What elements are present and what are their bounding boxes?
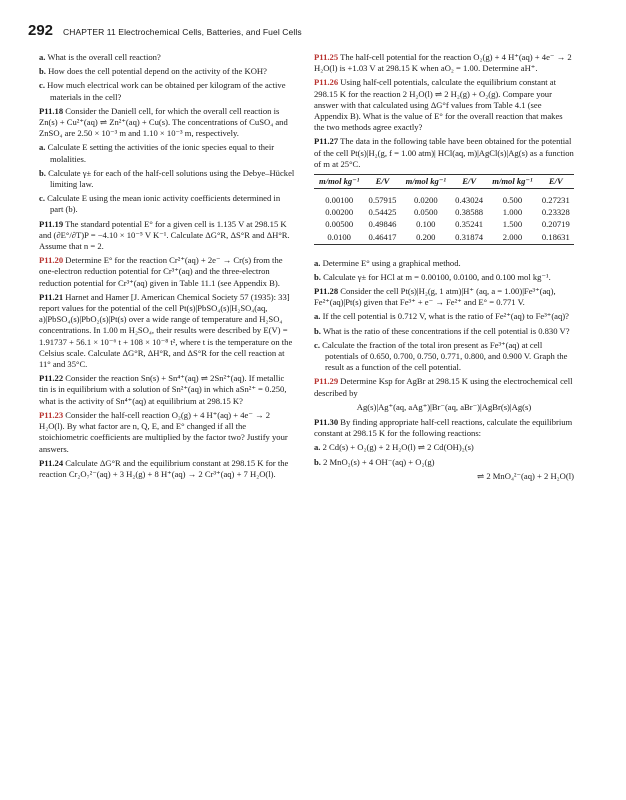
- problem-p11-28: P11.28 Consider the cell Pt(s)|H₂(g, 1 atm)|H⁺ (aq, a = 1.00)|Fe³⁺(aq), Fe²⁺(aq)|Pt(s) given that Fe³⁺ + e⁻ → Fe²⁺ and E° = 0.771 V.: [314, 286, 556, 308]
- list-item: c. How much electrical work can be obtained per kilogram of the active materials in the cell?: [39, 80, 286, 102]
- page-header: [28, 22, 598, 42]
- column-header: E/V: [462, 176, 477, 187]
- table-cell: 0.500: [502, 194, 523, 205]
- problem-p11-29: P11.29 Determine Ksp for AgBr at 298.15 K using the electrochemical cell described by: [314, 376, 573, 398]
- list-item: a. Determine E° using a graphical method.: [314, 257, 461, 268]
- problem-p11-18: P11.18 Consider the Daniell cell, for which the overall cell reaction is Zn(s) + Cu²⁺(aq) ⇌ Zn²⁺(aq) + Cu(s). The concentrations of CuSO₄ and ZnSO₄ are 2.50 × 10⁻³ m and 1.10 × 10⁻³ m, respectively.: [39, 105, 288, 139]
- list-item: b. What is the ratio of these concentrations if the cell potential is 0.830 V?: [314, 325, 570, 336]
- table-cell: 0.0500: [413, 207, 438, 218]
- problem-p11-22: P11.22 Consider the reaction Sn(s) + Sn⁴⁺(aq) ⇌ 2Sn²⁺(aq). If metallic tin is in equilibrium with a solution of Sn²⁺(aq) in which aSn²⁺ = 0.250, what is the activity of Sn⁴⁺(aq) at equilibrium at 298.15 K?: [39, 373, 287, 406]
- problem-p11-20: P11.20 Determine E° for the reaction Cr²⁺(aq) + 2e⁻ → Cr(s) from the one-electron reduction potential for Cr³⁺(aq) and the three-electron reduction potential for Cr³⁺(aq) given in Table 11.1 (see Appendix B).: [39, 255, 283, 288]
- problem-p11-23: P11.23 Consider the half-cell reaction O₂(g) + 4 H⁺(aq) + 4e⁻ → 2 H₂O(l). By what factor are n, Q, E, and E° changed if all the stoichiometric coefficients are multiplied by the factor two? Justify your answers.: [39, 409, 288, 454]
- table-cell: 0.100: [416, 219, 436, 230]
- data-table: [314, 174, 574, 250]
- equation-continuation: ⇌ 2 MnO₄²⁻(aq) + 2 H₂O(l): [477, 470, 574, 481]
- list-item: a. What is the overall cell reaction?: [39, 52, 161, 62]
- table-cell: 1.500: [502, 219, 523, 230]
- table-cell: 0.00100: [325, 194, 354, 205]
- list-item: b. 2 MnO₂(s) + 4 OH⁻(aq) + O₂(g): [314, 456, 435, 467]
- table-row: [314, 206, 574, 218]
- table-cell: 0.35241: [455, 219, 484, 230]
- problem-p11-21: P11.21 Harnet and Hamer [J. American Chemical Society 57 (1935): 33] report values for the potential of the cell Pt(s)|PbSO₄(s)|H₂SO₄(aq, a)|PbSO₄(s)|PbO₂(s)|Pt(s) over a wide range of temperature and H₂SO₄ concentrations. In 1.00 m H₂SO₄, their results were described by E(V) = 1.91737 + 56.1 × 10⁻⁶ t + 108 × 10⁻⁸ t², where t is the temperature on the Celsius scale. Calculate ΔG°R, ΔH°R, and ΔS°R for the cell reaction at 11° and 35°C.: [39, 291, 293, 370]
- column-header: E/V: [548, 176, 563, 187]
- column-header: E/V: [375, 176, 390, 187]
- table-cell: 0.27231: [541, 194, 570, 205]
- left-column: [39, 52, 295, 483]
- table-cell: 0.49846: [368, 219, 397, 230]
- table-cell: 0.23328: [541, 207, 570, 218]
- table-header-row: [314, 175, 574, 189]
- table-row: [314, 219, 574, 231]
- problem-p11-25: P11.25 The half-cell potential for the reaction O₂(g) + 4 H⁺(aq) + 4e⁻ → 2 H₂O(l) is +1.03 V at 298.15 K when aO₂ = 1.00. Determine aH⁺.: [314, 52, 572, 74]
- column-header: m/mol kg⁻¹: [492, 176, 533, 187]
- cell-equation: Ag(s)|Ag⁺(aq, aAg⁺)|Br⁻(aq, aBr⁻)|AgBr(s)|Ag(s): [356, 401, 532, 412]
- table-cell: 0.00500: [325, 219, 354, 230]
- table-cell: 0.38588: [455, 207, 484, 218]
- problem-p11-30: P11.30 By finding appropriate half-cell reactions, calculate the equilibrium constant at 298.15 K for the following reactions:: [314, 417, 573, 439]
- table-cell: 0.18631: [541, 231, 570, 242]
- running-head: CHAPTER 11 Electrochemical Cells, Batteries, and Fuel Cells: [63, 27, 302, 37]
- table-cell: 0.54425: [368, 207, 397, 218]
- table-cell: 0.0200: [413, 194, 438, 205]
- list-item: a. 2 Cd(s) + O₂(g) + 2 H₂O(l) ⇌ 2 Cd(OH)₂(s): [314, 442, 474, 453]
- column-header: m/mol kg⁻¹: [319, 176, 360, 187]
- table-cell: 0.31874: [455, 231, 484, 242]
- table-cell: 0.200: [416, 231, 436, 242]
- right-column: [314, 52, 574, 486]
- table-cell: 0.00200: [325, 207, 354, 218]
- list-item: b. Calculate γ± for each of the half-cell solutions using the Debye–Hückel limiting law.: [39, 167, 295, 190]
- table-cell: 0.46417: [368, 231, 397, 242]
- list-item: c. Calculate the fraction of the total iron present as Fe³⁺(aq) at cell potentials of 0.650, 0.700, 0.750, 0.771, 0.800, and 0.900 V. Graph the result as a function of the cell potential.: [314, 339, 568, 373]
- list-item: a. If the cell potential is 0.712 V, what is the ratio of Fe²⁺(aq) to Fe³⁺(aq)?: [314, 311, 569, 322]
- table-row: [314, 231, 574, 244]
- page-number: 292: [28, 22, 54, 39]
- list-item: c. Calculate E using the mean ionic activity coefficients determined in part (b).: [39, 193, 281, 215]
- problem-p11-27: P11.27 The data in the following table have been obtained for the potential of the cell Pt(s)|H₂(g, f = 1.00 atm)| HCl(aq, m)|AgCl(s)|Ag(s) as a function of m at 25°C.: [314, 136, 574, 169]
- problem-p11-19: P11.19 The standard potential E° for a given cell is 1.135 V at 298.15 K and (∂E°/∂T)P = −4.10 × 10⁻⁵ V K⁻¹. Calculate ΔG°R, ΔS°R and ΔH°R. Assume that n = 2.: [39, 218, 290, 252]
- list-item: b. How does the cell potential depend on the activity of the KOH?: [39, 66, 267, 77]
- column-header: m/mol kg⁻¹: [405, 176, 446, 187]
- table-cell: 2.000: [502, 231, 523, 242]
- list-item: a. Calculate E setting the activities of the ionic species equal to their molalities.: [39, 142, 275, 164]
- problem-p11-26: P11.26 Using half-cell potentials, calculate the equilibrium constant at 298.15 K for the reaction 2 H₂O(l) ⇌ 2 H₂(g) + O₂(g). Compare your answer with that calculated using ΔG°f values from Table 4.1 (see Appendix B). What is the value of E° for the overall reaction that makes the two methods agree exactly?: [314, 77, 563, 133]
- table-cell: 0.57915: [368, 194, 397, 205]
- table-cell: 0.0100: [327, 231, 351, 242]
- problem-p11-24: P11.24 Calculate ΔG°R and the equilibrium constant at 298.15 K for the reaction Cr₂O₇²⁻(aq) + 3 H₂(g) + 8 H⁺(aq) → 2 Cr³⁺(aq) + 7 H₂O(l).: [39, 457, 289, 479]
- table-cell: 1.000: [502, 207, 523, 218]
- list-item: b. Calculate γ± for HCl at m = 0.00100, 0.0100, and 0.100 mol kg⁻¹.: [314, 271, 551, 282]
- table-cell: 0.20719: [541, 219, 570, 230]
- table-cell: 0.43024: [455, 194, 484, 205]
- table-row: [314, 194, 574, 206]
